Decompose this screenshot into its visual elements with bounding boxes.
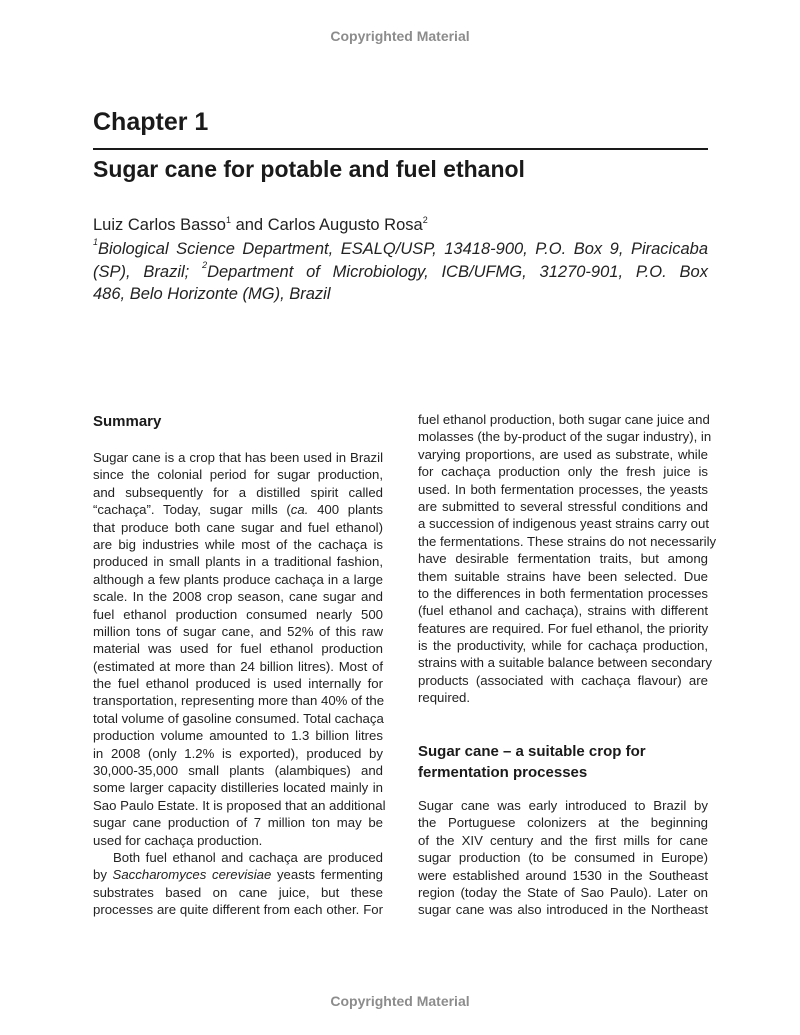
chapter-title: Sugar cane for potable and fuel ethanol <box>93 156 525 182</box>
text-line: Sao Paulo Estate. It is proposed that an additional <box>93 797 386 813</box>
text-line: varying proportions, are used as substrate, while <box>418 446 708 462</box>
text-line: Sugar cane is a crop that has been used in Brazil <box>93 450 383 465</box>
text-line: were established around 1530 in the Southeast <box>418 867 708 883</box>
text-line: them suitable strains have been selected. Due <box>418 568 708 584</box>
text-line: (fuel ethanol and cachaça), strains with different <box>418 603 708 619</box>
text-line: required. <box>418 690 471 706</box>
text-line: to the differences in both fermentation processes <box>418 585 708 601</box>
affiliation-text: (SP), Brazil; <box>93 262 203 281</box>
text-line: “cachaça”. Today, sugar mills (ca. 400 plants <box>93 502 383 518</box>
text-line: strains with a suitable balance between secondary <box>418 655 712 671</box>
section-heading-line: Sugar cane – a suitable crop for <box>418 743 646 760</box>
author-superscript: 2 <box>422 215 428 225</box>
text-line: are submitted to several stressful conditions and <box>418 498 708 514</box>
author-name: Luiz Carlos Basso <box>93 216 226 234</box>
text-line: a succession of indigenous yeast strains carry out <box>418 516 710 532</box>
text-line: is the productivity, while for cachaça production, <box>418 638 708 654</box>
text-line: are big industries while most of the cachaça is <box>93 536 383 552</box>
affiliation-text: Department of Microbiology, ICB/UFMG, 31270-901, P.O. Box <box>207 262 708 281</box>
text-line: products (associated with cachaça flavour) are <box>418 672 708 688</box>
text-line: for cachaça production only the fresh juice is <box>418 464 708 480</box>
text-line: material was used for fuel ethanol production <box>93 641 383 657</box>
affiliation-superscript: 1 <box>93 237 99 247</box>
text-line: since the colonial period for sugar production, <box>93 467 383 483</box>
section-heading-line: fermentation processes <box>418 764 588 781</box>
text-line: transportation, representing more than 40% of the <box>93 693 385 709</box>
text-line: of the XIV century and the first mills for cane <box>418 832 708 848</box>
section-heading <box>418 741 708 783</box>
chapter-label: Chapter 1 <box>93 108 209 136</box>
text-line: production volume amounted to 1.3 billion litres <box>93 728 383 744</box>
text-line: used. In both fermentation processes, the yeasts <box>418 481 708 497</box>
author-line <box>93 216 428 235</box>
author-superscript: 1 <box>225 215 231 225</box>
text-line: (estimated at more than 24 billion litres). Most of <box>93 658 383 674</box>
text-line: sugar cane production of 7 million ton may be <box>93 815 383 831</box>
affiliation-line <box>93 238 708 261</box>
chapter-divider <box>93 148 708 150</box>
text-line: Sugar cane was early introduced to Brazil by <box>418 798 708 813</box>
section-body <box>418 797 708 919</box>
text-line: scale. In the 2008 crop season, cane sugar and <box>93 589 383 605</box>
text-line: the Portuguese colonizers at the beginning <box>418 815 708 831</box>
affiliation-text: Biological Science Department, ESALQ/USP, 13418-900, P.O. Box 9, Piracicaba <box>98 240 708 258</box>
text-line: although a few plants produce cachaça in a large <box>93 571 383 587</box>
text-line: in 2008 (only 1.2% is exported), produced by <box>93 745 383 761</box>
text-line: Both fuel ethanol and cachaça are produced <box>113 849 383 865</box>
text-line: and subsequently for a distilled spirit called <box>93 484 383 500</box>
summary-column-right <box>418 411 717 707</box>
text-line: used for cachaça production. <box>93 832 263 848</box>
text-line: sugar cane was also introduced in the Northeast <box>418 902 708 918</box>
text-line: sugar production (to be consumed in Europe) <box>418 850 708 866</box>
copyright-watermark-bottom: Copyrighted Material <box>330 993 470 1009</box>
author-name: Carlos Augusto Rosa <box>267 216 423 234</box>
summary-column-left <box>93 449 386 919</box>
text-line: the fermentations. These strains do not necessarily <box>418 533 717 549</box>
text-line: the fuel ethanol produced is used internally for <box>93 676 383 692</box>
text-line: 30,000-35,000 small plants (alambiques) and <box>93 763 383 779</box>
text-line: region (today the State of Sao Paulo). Later on <box>418 884 708 900</box>
text-line: million tons of sugar cane, and 52% of this raw <box>93 623 383 639</box>
author-conjunction: and <box>231 216 268 234</box>
text-line: substrates based on cane juice, but these <box>93 884 383 900</box>
affiliation-line <box>93 261 708 284</box>
text-line: produced in small plants in a traditional fashion, <box>93 554 383 570</box>
text-line: molasses (the by-product of the sugar industry), in <box>418 429 712 445</box>
summary-heading: Summary <box>93 413 162 430</box>
text-line: processes are quite different from each other. For <box>93 902 383 918</box>
text-line: fuel ethanol production, both sugar cane juice and <box>418 412 710 427</box>
text-line: fuel ethanol production consumed nearly 500 <box>93 606 383 622</box>
affiliation-superscript: 2 <box>202 259 208 270</box>
text-line: that produce both cane sugar and fuel ethanol) <box>93 519 383 535</box>
text-line: total volume of gasoline consumed. Total cachaça <box>93 710 384 726</box>
text-line: by Saccharomyces cerevisiae yeasts fermenting <box>93 867 383 883</box>
text-line: features are required. For fuel ethanol, the priority <box>418 620 709 636</box>
affiliation-line: 486, Belo Horizonte (MG), Brazil <box>93 285 331 303</box>
copyright-watermark-top: Copyrighted Material <box>330 28 470 44</box>
text-line: some larger capacity distilleries located mainly in <box>93 780 383 796</box>
text-line: have desirable fermentation traits, but among <box>418 551 708 567</box>
affiliations <box>93 238 708 306</box>
